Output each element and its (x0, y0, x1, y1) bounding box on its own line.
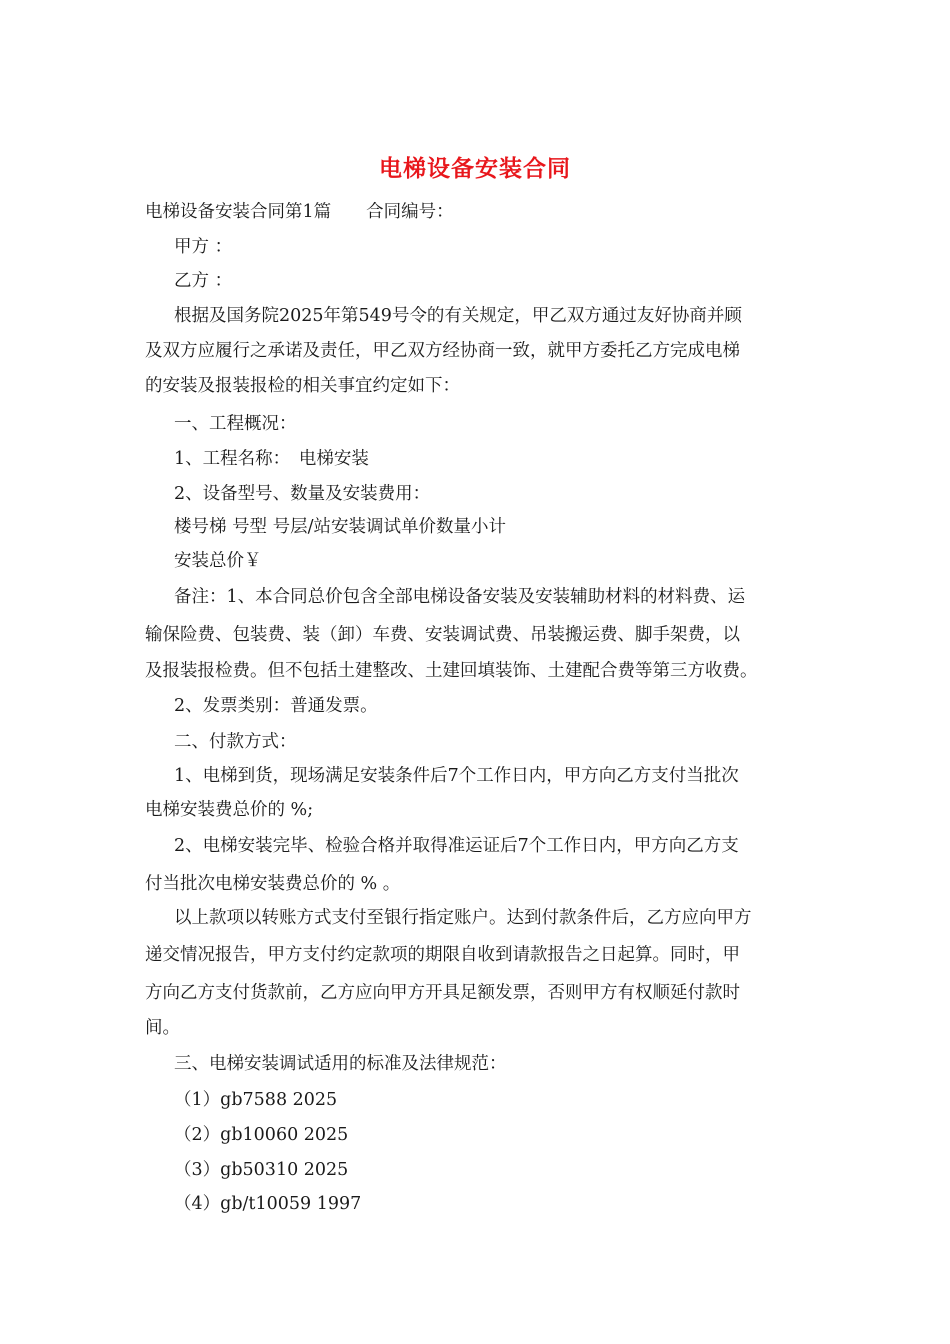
standard-item: （4）gb/t10059 1997 (174, 1194, 362, 1214)
section-heading: 一、工程概况： (174, 414, 297, 434)
paragraph-line: 电梯安装费总价的 %; (145, 800, 314, 820)
paragraph-line: 及报装报检费。但不包括土建整改、土建回填装饰、土建配合费等第三方收费。 (145, 661, 758, 681)
paragraph-line: 备注：1、本合同总价包含全部电梯设备安装及安装辅助材料的材料费、运 (174, 587, 746, 607)
table-header-line: 楼号梯 号型 号层/站安装调试单价数量小计 (174, 517, 507, 537)
paragraph-line: 1、工程名称： 电梯安装 (174, 449, 369, 469)
paragraph-line: 根据及国务院2025年第549号令的有关规定，甲乙双方通过友好协商并顾 (174, 306, 742, 326)
paragraph-line: 1、电梯到货，现场满足安装条件后7个工作日内，甲方向乙方支付当批次 (174, 766, 739, 786)
paragraph-line: 2、电梯安装完毕、检验合格并取得准运证后7个工作日内，甲方向乙方支 (174, 836, 739, 856)
paragraph-line: 间。 (145, 1018, 180, 1038)
section-heading: 三、电梯安装调试适用的标准及法律规范： (174, 1054, 507, 1074)
paragraph-line: 2、发票类别：普通发票。 (174, 696, 378, 716)
party-b-line: 乙方 ： (174, 271, 233, 291)
paragraph-line: 2、设备型号、数量及安装费用： (174, 484, 431, 504)
paragraph-line: 方向乙方支付货款前，乙方应向甲方开具足额发票，否则甲方有权顺延付款时 (145, 983, 740, 1003)
paragraph-line: 的安装及报装报检的相关事宜约定如下： (145, 376, 460, 396)
standard-item: （2）gb10060 2025 (174, 1125, 349, 1145)
paragraph-line: 以上款项以转账方式支付至银行指定账户。达到付款条件后，乙方应向甲方 (174, 908, 752, 928)
paragraph-line: 及双方应履行之承诺及责任，甲乙双方经协商一致，就甲方委托乙方完成电梯 (145, 341, 740, 361)
standard-item: （3）gb50310 2025 (174, 1160, 349, 1180)
document-title: 电梯设备安装合同 (379, 155, 571, 182)
contract-subtitle-line: 电梯设备安装合同第1篇 合同编号： (145, 202, 454, 222)
standard-item: （1）gb7588 2025 (174, 1090, 338, 1110)
paragraph-line: 安装总价￥ (174, 551, 262, 571)
paragraph-line: 输保险费、包装费、装（卸）车费、安装调试费、吊装搬运费、脚手架费，以 (145, 625, 740, 645)
paragraph-line: 递交情况报告，甲方支付约定款项的期限自收到请款报告之日起算。同时，甲 (145, 945, 740, 965)
paragraph-line: 付当批次电梯安装费总价的 % 。 (145, 874, 401, 894)
section-heading: 二、付款方式： (174, 732, 297, 752)
party-a-line: 甲方 ： (174, 237, 233, 257)
